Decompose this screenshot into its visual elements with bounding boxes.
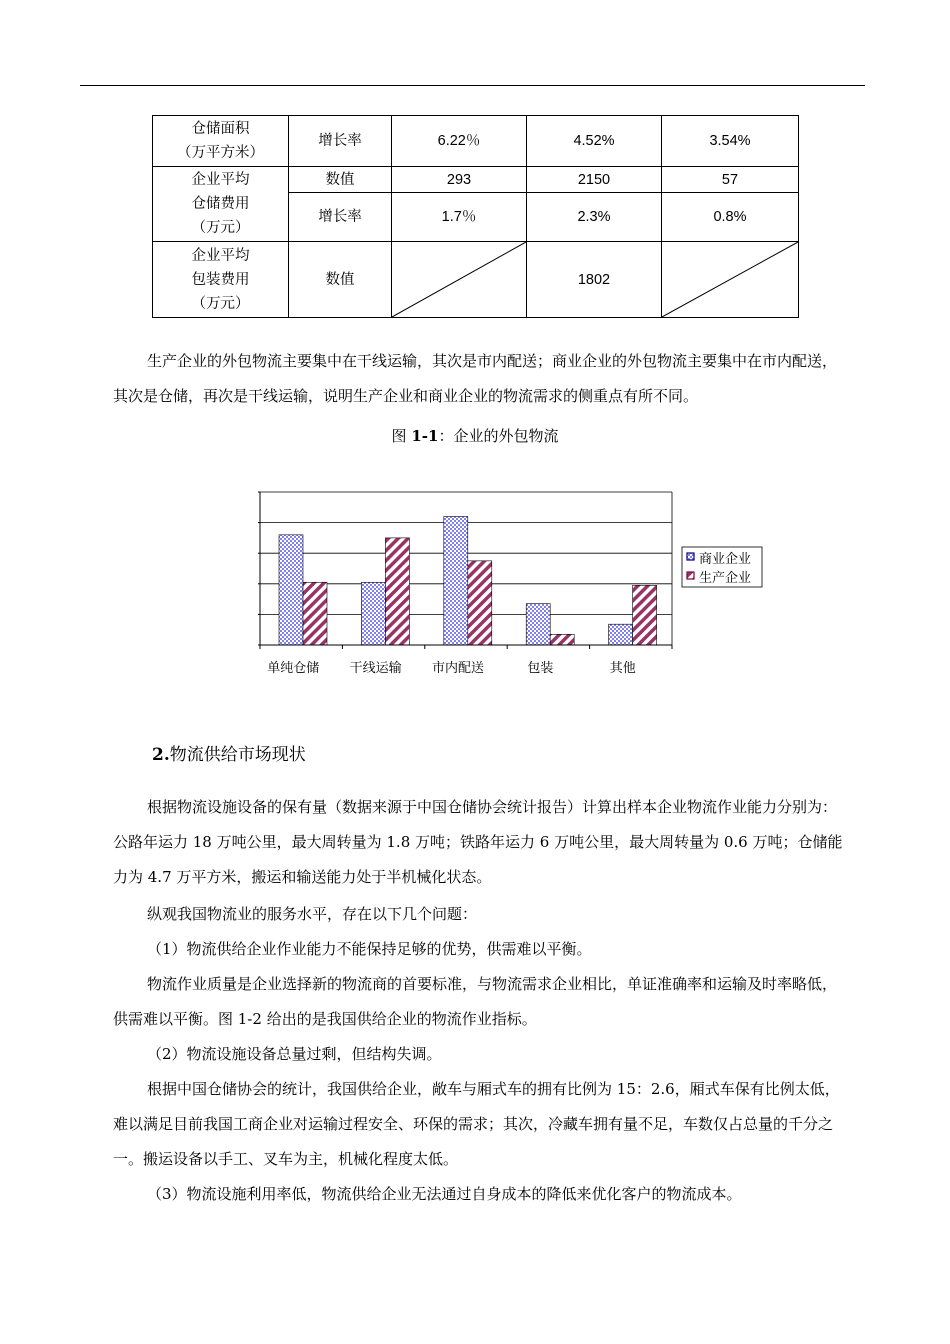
table-row [153,242,799,318]
category-cell: 仓储面积 （万平方米） [153,116,289,167]
metric-cell: 增长率 [289,116,392,167]
header-rule [80,85,865,86]
legend-label: 商业企业 [699,552,752,567]
chart-legend [682,547,762,587]
x-tick-label: 其他 [609,661,636,676]
value-cell: 6.22％ [392,116,527,167]
table-row [153,167,799,193]
metric-cell: 增长率 [289,193,392,242]
bar-production-3 [550,634,574,645]
bar-commercial-0 [279,535,303,645]
category-cell: 企业平均 包装费用 （万元） [153,242,289,318]
paragraph: 根据物流设施设备的保有量（数据来源于中国仓储协会统计报告）计算出样本企业物流作业能力分别为：公路年运力 18 万吨公里，最大周转量为 1.8 万吨；铁路年运力 6 万吨公里，最大周转量为 0.6 万吨；仓储能力为 4.7 万平方米，搬运和输送能力处于半机械化状态。 [113,798,843,886]
paragraph: （2）物流设施设备总量过剩，但结构失调。 [147,1045,442,1063]
bar-commercial-1 [361,582,385,645]
x-tick-label: 干线运输 [349,661,402,676]
value-cell: 0.8% [662,193,799,242]
figure-caption: 图 1-1：企业的外包物流 [391,427,559,445]
bar-production-2 [468,561,492,645]
metric-cell: 数值 [289,167,392,193]
diagonal-slash [662,242,798,317]
paragraph: 纵观我国物流业的服务水平，存在以下几个问题： [147,905,478,923]
bar-production-1 [385,538,409,645]
logistics-table [152,115,799,318]
value-cell: 57 [662,167,799,193]
value-cell: 2.3% [527,193,662,242]
chart-x-labels [267,660,636,676]
outsourced-logistics-chart [258,488,778,688]
value-cell: 293 [392,167,527,193]
bar-production-4 [633,585,657,645]
legend-swatch [687,553,694,560]
x-tick-label: 单纯仓储 [267,661,320,676]
paragraph: 根据中国仓储协会的统计，我国供给企业，敞车与厢式车的拥有比例为 15：2.6，厢式车保有比例太低，难以满足目前我国工商企业对运输过程安全、环保的需求；其次，冷藏车拥有量不足，车数仅占总量的千分之一。搬运设备以手工、叉车为主，机械化程度太低。 [113,1080,840,1168]
chart-bars [279,516,657,645]
value-cell: 3.54% [662,116,799,167]
bar-commercial-4 [609,624,633,645]
x-tick-label: 包装 [527,661,554,676]
empty-diagonal-cell [662,242,799,318]
metric-cell: 数值 [289,242,392,318]
value-cell: 1.7％ [392,193,527,242]
value-cell: 4.52% [527,116,662,167]
value-cell: 1802 [527,242,662,318]
x-tick-label: 市内配送 [431,661,485,676]
paragraph: 物流作业质量是企业选择新的物流商的首要标准，与物流需求企业相比，单证准确率和运输及时率略低，供需难以平衡。图 1-2 给出的是我国供给企业的物流作业指标。 [113,975,838,1028]
paragraph: （1）物流供给企业作业能力不能保持足够的优势，供需难以平衡。 [147,940,592,958]
bar-commercial-2 [444,516,468,645]
table-row [153,116,799,167]
legend-label: 生产企业 [699,571,752,586]
bar-commercial-3 [526,604,550,645]
section-heading: 2.物流供给市场现状 [152,745,306,765]
legend-swatch [687,572,694,579]
paragraph: （3）物流设施利用率低，物流供给企业无法通过自身成本的降低来优化客户的物流成本。 [147,1185,742,1203]
diagonal-slash [392,242,526,317]
value-cell: 2150 [527,167,662,193]
empty-diagonal-cell [392,242,527,318]
category-cell: 企业平均 仓储费用 （万元） [153,167,289,242]
paragraph: 生产企业的外包物流主要集中在干线运输，其次是市内配送；商业企业的外包物流主要集中在市内配送，其次是仓储，再次是干线运输，说明生产企业和商业企业的物流需求的侧重点有所不同。 [113,352,838,405]
bar-production-0 [303,582,327,645]
